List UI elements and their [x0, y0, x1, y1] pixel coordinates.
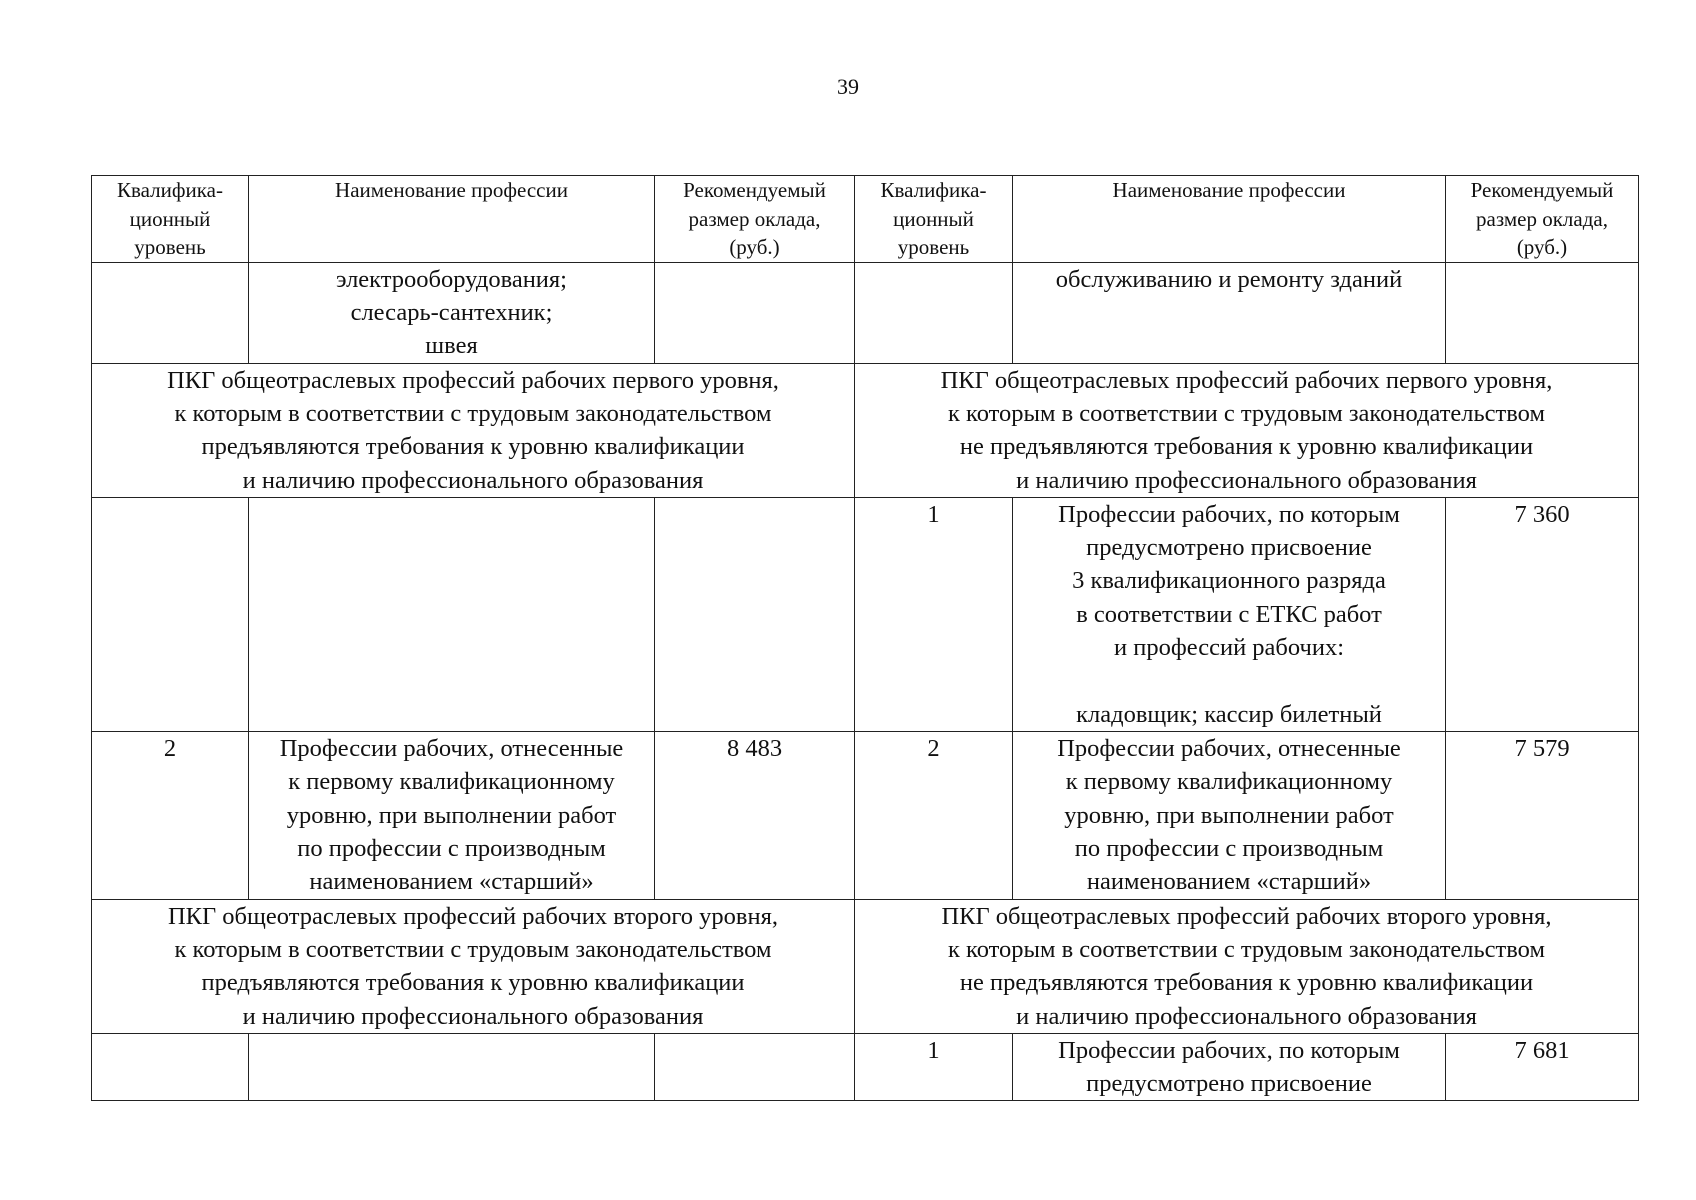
cell-profession-left [249, 497, 655, 731]
section-row [92, 899, 1639, 1033]
table-header-row [92, 176, 1639, 263]
header-salary-right: Рекомендуемый размер оклада, (руб.) [1446, 176, 1639, 263]
cell-level-left [92, 497, 249, 731]
cell-level-right: 1 [855, 1033, 1013, 1101]
cell-level-right [855, 262, 1013, 363]
cell-salary-right: 7 681 [1446, 1033, 1639, 1101]
cell-level-right: 2 [855, 732, 1013, 900]
header-level-right: Квалифика- ционный уровень [855, 176, 1013, 263]
cell-salary-right: 7 579 [1446, 732, 1639, 900]
cell-salary-left: 8 483 [655, 732, 855, 900]
cell-salary-right [1446, 262, 1639, 363]
section-heading-right: ПКГ общеотраслевых профессий рабочих второго уровня, к которым в соответствии с трудовым законодательством не предъявляются требования к уровню квалификации и наличию профессионального образования [855, 899, 1639, 1033]
table-row [92, 497, 1639, 731]
header-salary-left: Рекомендуемый размер оклада, (руб.) [655, 176, 855, 263]
header-level-left: Квалифика- ционный уровень [92, 176, 249, 263]
cell-salary-right: 7 360 [1446, 497, 1639, 731]
table-row [92, 262, 1639, 363]
cell-level-left: 2 [92, 732, 249, 900]
cell-profession-right: Профессии рабочих, отнесенные к первому квалификационному уровню, при выполнении работ по профессии с производным наименованием «старший» [1013, 732, 1446, 900]
cell-level-left [92, 1033, 249, 1101]
section-row [92, 363, 1639, 497]
page-number: 39 [837, 74, 859, 99]
header-profession-left: Наименование профессии [249, 176, 655, 263]
section-heading-right: ПКГ общеотраслевых профессий рабочих первого уровня, к которым в соответствии с трудовым законодательством не предъявляются требования к уровню квалификации и наличию профессионального образования [855, 363, 1639, 497]
section-heading-left: ПКГ общеотраслевых профессий рабочих второго уровня, к которым в соответствии с трудовым законодательством предъявляются требования к уровню квалификации и наличию профессионального образования [92, 899, 855, 1033]
cell-profession-right: Профессии рабочих, по которым предусмотрено присвоение 3 квалификационного разряда в соответствии с ЕТКС работ и профессий рабочих: кладовщик; кассир билетный [1013, 497, 1446, 731]
cell-level-right: 1 [855, 497, 1013, 731]
cell-profession-right: обслуживанию и ремонту зданий [1013, 262, 1446, 363]
section-heading-left: ПКГ общеотраслевых профессий рабочих первого уровня, к которым в соответствии с трудовым законодательством предъявляются требования к уровню квалификации и наличию профессионального образования [92, 363, 855, 497]
table-row [92, 732, 1639, 900]
cell-salary-left [655, 262, 855, 363]
header-profession-right: Наименование профессии [1013, 176, 1446, 263]
cell-salary-left [655, 1033, 855, 1101]
cell-salary-left [655, 497, 855, 731]
cell-profession-left: Профессии рабочих, отнесенные к первому квалификационному уровню, при выполнении работ по профессии с производным наименованием «старший» [249, 732, 655, 900]
salary-table [91, 175, 1639, 1101]
cell-level-left [92, 262, 249, 363]
cell-profession-left: электрооборудования; слесарь-сантехник; швея [249, 262, 655, 363]
table-row [92, 1033, 1639, 1101]
cell-profession-right: Профессии рабочих, по которым предусмотрено присвоение [1013, 1033, 1446, 1101]
cell-profession-left [249, 1033, 655, 1101]
